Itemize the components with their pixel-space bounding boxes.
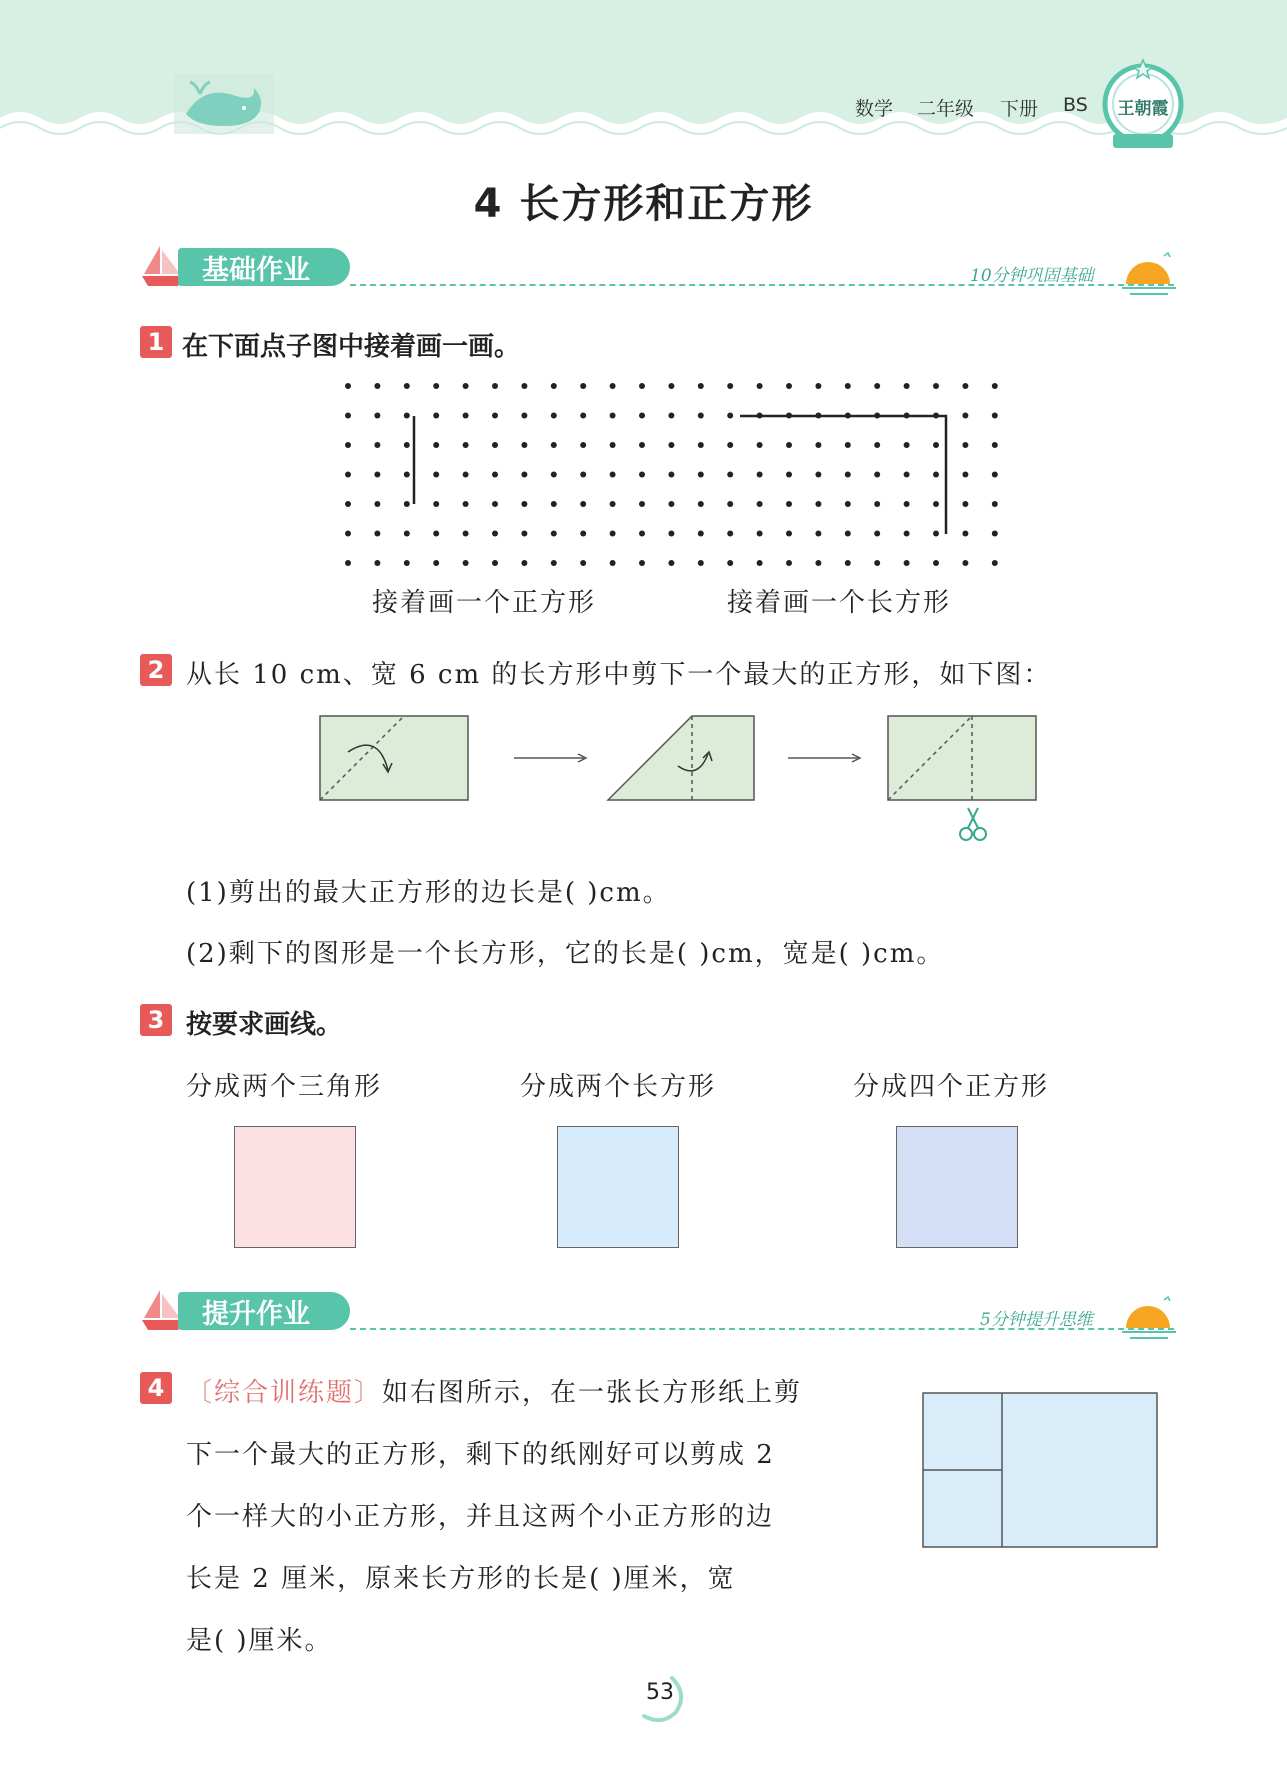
grid-dot (668, 442, 674, 448)
grid-dot (845, 383, 851, 389)
page-number: 53 (646, 1680, 674, 1705)
q3-square-blue[interactable] (557, 1126, 679, 1248)
grid-dot (521, 531, 527, 537)
grid-dot (551, 531, 557, 537)
grid-dot (698, 383, 704, 389)
grid-dot (757, 501, 763, 507)
grid-dot (845, 472, 851, 478)
grid-dot (933, 501, 939, 507)
grid-dot (404, 531, 410, 537)
grid-dot (521, 501, 527, 507)
grid-dot (727, 413, 733, 419)
grid-dot (815, 442, 821, 448)
question-4-line-1-text: 如右图所示，在一张长方形纸上剪 (382, 1378, 803, 1408)
grid-dot (845, 560, 851, 566)
grid-dot (610, 383, 616, 389)
grid-dot (492, 501, 498, 507)
grid-dot (639, 501, 645, 507)
grid-dot (463, 383, 469, 389)
grid-dot (668, 560, 674, 566)
grid-dot (404, 413, 410, 419)
question-1-text: 在下面点子图中接着画一画。 (182, 332, 521, 362)
question-4-line-3: 个一样大的小正方形，并且这两个小正方形的边 (186, 1502, 775, 1532)
grid-dot (874, 531, 880, 537)
grid-dot (610, 501, 616, 507)
grid-dot (698, 472, 704, 478)
section-advanced-label: 提升作业 (202, 1298, 310, 1330)
grid-dot (610, 560, 616, 566)
grid-dot (786, 442, 792, 448)
dot-grid (340, 378, 1020, 578)
grid-dot (374, 531, 380, 537)
grid-dot (551, 442, 557, 448)
grid-dot (374, 560, 380, 566)
section-basic-tag (178, 248, 350, 286)
grid-dot (786, 501, 792, 507)
fold-step-2 (608, 716, 754, 800)
grid-dot (374, 442, 380, 448)
sunrise-icon (1120, 1294, 1180, 1342)
grid-dot (639, 383, 645, 389)
grid-dot (992, 472, 998, 478)
grid-dot (580, 531, 586, 537)
grid-dot (463, 442, 469, 448)
grid-dot (551, 383, 557, 389)
grid-dot (580, 442, 586, 448)
grid-dot (698, 442, 704, 448)
grid-dot (492, 560, 498, 566)
grid-dot (433, 531, 439, 537)
grid-dot (962, 501, 968, 507)
grid-dot (757, 531, 763, 537)
question-3-number: 3 (140, 1004, 172, 1036)
grid-dot (610, 413, 616, 419)
grid-dot (815, 560, 821, 566)
grid-dot (992, 531, 998, 537)
header-grade: 二年级 (917, 98, 975, 120)
grid-dot (992, 501, 998, 507)
grid-dot (933, 472, 939, 478)
q4-diagram (922, 1392, 1160, 1550)
grid-dot (904, 442, 910, 448)
grid-dot (933, 531, 939, 537)
question-1-number: 1 (140, 326, 172, 358)
question-4-tag: 〔综合训练题〕 (186, 1378, 383, 1408)
grid-dot (374, 383, 380, 389)
header-volume: 下册 (1000, 98, 1039, 120)
grid-dot (727, 383, 733, 389)
grid-dot (345, 560, 351, 566)
grid-dot (727, 442, 733, 448)
fold-step-3 (888, 716, 1036, 800)
question-2-part-1: (1)剪出的最大正方形的边长是( )cm。 (186, 878, 671, 908)
question-4-line-5: 是( )厘米。 (186, 1626, 333, 1656)
grid-dot (404, 442, 410, 448)
grid-dot (345, 413, 351, 419)
sunrise-icon (1120, 250, 1180, 298)
grid-dot (492, 413, 498, 419)
grid-dot (815, 383, 821, 389)
rectangle-start-path (740, 416, 946, 534)
grid-dot (962, 472, 968, 478)
grid-dot (433, 472, 439, 478)
grid-dot (845, 531, 851, 537)
grid-dot (463, 413, 469, 419)
brand-badge (1100, 58, 1186, 154)
grid-dot (463, 531, 469, 537)
section-basic-note: 10分钟巩固基础 (970, 266, 1094, 286)
grid-dot (492, 472, 498, 478)
grid-dot (580, 413, 586, 419)
grid-dot (874, 472, 880, 478)
grid-dot (668, 472, 674, 478)
fold-cut-diagram (318, 712, 1048, 844)
grid-dot (463, 560, 469, 566)
grid-dot (463, 472, 469, 478)
q3-label-rectangles: 分成两个长方形 (520, 1072, 717, 1102)
grid-dot (374, 472, 380, 478)
grid-dot (992, 560, 998, 566)
grid-dot (904, 560, 910, 566)
grid-dot (874, 442, 880, 448)
grid-dot (433, 413, 439, 419)
grid-dot (815, 472, 821, 478)
grid-dot (521, 383, 527, 389)
grid-dot (904, 383, 910, 389)
grid-dot (345, 531, 351, 537)
grid-dot (639, 472, 645, 478)
grid-dot (521, 442, 527, 448)
question-2-number: 2 (140, 654, 172, 686)
grid-dot (757, 383, 763, 389)
grid-dot (610, 531, 616, 537)
grid-dot (698, 413, 704, 419)
grid-dot (668, 531, 674, 537)
q3-square-lavender[interactable] (896, 1126, 1018, 1248)
grid-dot (433, 560, 439, 566)
grid-dot (698, 560, 704, 566)
grid-dot (992, 442, 998, 448)
grid-dot (815, 531, 821, 537)
grid-dot (639, 413, 645, 419)
caption-square: 接着画一个正方形 (372, 588, 597, 618)
grid-dot (962, 531, 968, 537)
grid-dot (786, 531, 792, 537)
grid-dot (521, 472, 527, 478)
grid-dot (492, 442, 498, 448)
grid-dot (433, 442, 439, 448)
grid-dot (345, 442, 351, 448)
grid-dot (639, 531, 645, 537)
grid-dot (668, 383, 674, 389)
grid-dot (698, 531, 704, 537)
grid-dot (757, 472, 763, 478)
grid-dot (933, 383, 939, 389)
grid-dot (992, 413, 998, 419)
grid-dot (580, 560, 586, 566)
grid-dot (580, 501, 586, 507)
grid-dot (962, 383, 968, 389)
grid-dot (492, 383, 498, 389)
grid-dot (610, 472, 616, 478)
grid-dot (521, 413, 527, 419)
grid-dot (639, 442, 645, 448)
grid-dot (698, 501, 704, 507)
grid-dot (580, 383, 586, 389)
brand-name: 王朝霞 (1117, 99, 1169, 119)
grid-dot (668, 501, 674, 507)
scissors-icon (960, 808, 986, 840)
grid-dot (815, 501, 821, 507)
grid-dot (551, 560, 557, 566)
question-4-line-1 (186, 1372, 802, 1409)
grid-dot (345, 472, 351, 478)
question-3-text: 按要求画线。 (186, 1010, 343, 1040)
question-2-part-2: (2)剩下的图形是一个长方形，它的长是( )cm，宽是( )cm。 (186, 939, 945, 969)
grid-dot (551, 501, 557, 507)
grid-dot (874, 560, 880, 566)
grid-dot (580, 472, 586, 478)
grid-dot (404, 472, 410, 478)
grid-dot (668, 413, 674, 419)
grid-dot (404, 501, 410, 507)
grid-dot (610, 442, 616, 448)
section-advanced-tag (178, 1292, 350, 1330)
grid-dot (786, 560, 792, 566)
grid-dot (727, 472, 733, 478)
grid-dot (345, 383, 351, 389)
grid-dot (404, 383, 410, 389)
grid-dot (874, 501, 880, 507)
q3-square-pink[interactable] (234, 1126, 356, 1248)
grid-dot (845, 442, 851, 448)
q3-label-squares: 分成四个正方形 (853, 1072, 1050, 1102)
grid-dot (492, 531, 498, 537)
grid-dot (433, 501, 439, 507)
question-2-text: 从长 10 cm、宽 6 cm 的长方形中剪下一个最大的正方形，如下图： (186, 660, 1052, 690)
grid-dot (374, 501, 380, 507)
grid-dot (551, 472, 557, 478)
question-4-number: 4 (140, 1372, 172, 1404)
grid-dot (962, 442, 968, 448)
header-subject: 数学 (855, 98, 894, 120)
question-4-line-4: 长是 2 厘米，原来长方形的长是( )厘米，宽 (186, 1564, 736, 1594)
grid-dot (757, 442, 763, 448)
question-4-line-2: 下一个最大的正方形，剩下的纸刚好可以剪成 2 (186, 1440, 775, 1470)
header-edition: BS (1063, 94, 1088, 116)
grid-dot (904, 501, 910, 507)
grid-dot (727, 560, 733, 566)
grid-dot (404, 560, 410, 566)
grid-dot (463, 501, 469, 507)
section-advanced-note: 5分钟提升思维 (980, 1310, 1093, 1330)
grid-dot (904, 531, 910, 537)
grid-dot (933, 442, 939, 448)
grid-dot (433, 383, 439, 389)
grid-dot (904, 472, 910, 478)
grid-dot (845, 501, 851, 507)
grid-dot (521, 560, 527, 566)
whale-icon (174, 74, 274, 134)
grid-dot (992, 383, 998, 389)
grid-dot (962, 560, 968, 566)
caption-rectangle: 接着画一个长方形 (727, 588, 952, 618)
grid-dot (551, 413, 557, 419)
grid-dot (727, 501, 733, 507)
grid-dot (933, 560, 939, 566)
q3-label-triangles: 分成两个三角形 (186, 1072, 383, 1102)
grid-dot (345, 501, 351, 507)
grid-dot (727, 531, 733, 537)
grid-dot (374, 413, 380, 419)
grid-dot (786, 383, 792, 389)
grid-dot (639, 560, 645, 566)
grid-dot (874, 383, 880, 389)
section-basic-label: 基础作业 (202, 254, 310, 286)
chapter-title: 4 长方形和正方形 (473, 181, 814, 227)
fold-step-1 (320, 716, 468, 800)
grid-dot (757, 560, 763, 566)
grid-dot (962, 413, 968, 419)
grid-dot (786, 472, 792, 478)
